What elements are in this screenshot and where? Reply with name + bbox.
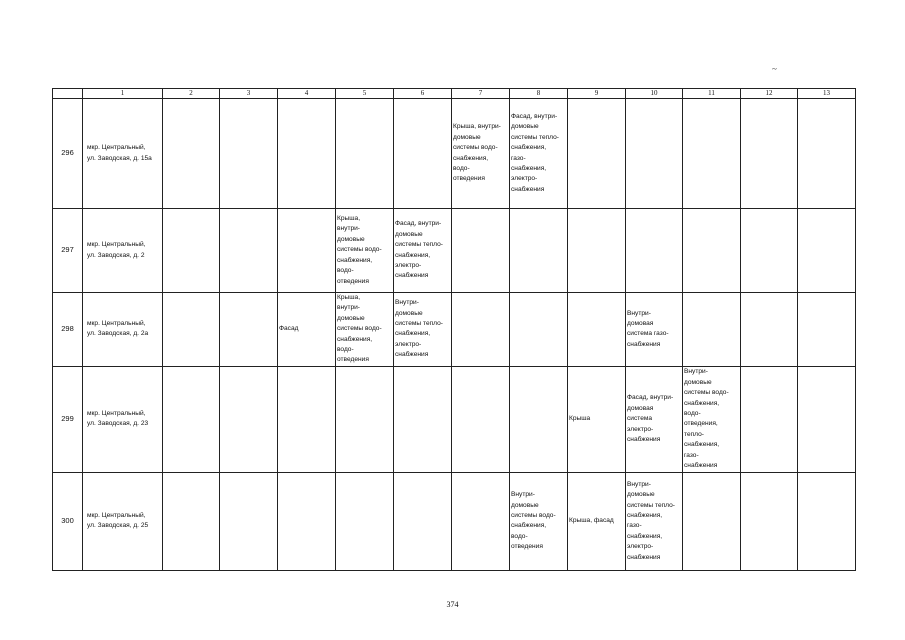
column-header: 10 [626,89,683,99]
column-header: 6 [394,89,452,99]
column-header [53,89,83,99]
work-cell: Внутри- домовые системы водо- снабжения, водо- отведения, тепло- снабжения, газо- снабжения [683,366,741,472]
address-cell: мкр. Центральный, ул. Заводская, д. 2 [83,209,163,293]
work-cell [798,472,856,570]
work-cell: Внутри- домовые системы тепло- снабжения, газо- снабжения, электро- снабжения [626,472,683,570]
work-cell [510,293,568,367]
work-cell [683,293,741,367]
work-cell [336,366,394,472]
column-header: 3 [220,89,278,99]
work-cell [683,209,741,293]
work-cell [452,366,510,472]
work-cell [394,99,452,209]
work-cell [568,293,626,367]
work-cell [278,209,336,293]
work-cell [278,366,336,472]
address-cell: мкр. Центральный, ул. Заводская, д. 25 [83,472,163,570]
work-cell [798,293,856,367]
work-cell [568,99,626,209]
work-cell [220,99,278,209]
work-cell [452,209,510,293]
work-cell [741,366,798,472]
work-cell [163,99,220,209]
table-row [53,472,856,570]
work-cell: Крыша, внутри- домовые системы водо- снабжения, водо- отведения [336,209,394,293]
work-cell [278,472,336,570]
work-cell [741,99,798,209]
work-cell: Крыша, фасад [568,472,626,570]
column-header-row [53,89,856,99]
work-cell [626,209,683,293]
work-cell [510,366,568,472]
work-cell [510,209,568,293]
works-schedule-table [52,88,856,571]
table-row [53,209,856,293]
work-cell [683,99,741,209]
work-cell [220,293,278,367]
column-header: 9 [568,89,626,99]
work-cell: Внутри- домовые системы водо- снабжения, водо- отведения [510,472,568,570]
work-cell [626,99,683,209]
work-cell: Внутри- домовая система газо- снабжения [626,293,683,367]
row-number: 300 [53,472,83,570]
work-cell [220,366,278,472]
row-number: 297 [53,209,83,293]
column-header: 1 [83,89,163,99]
table-row [53,366,856,472]
column-header: 7 [452,89,510,99]
work-cell [452,293,510,367]
work-cell [741,472,798,570]
work-cell: Крыша [568,366,626,472]
work-cell [568,209,626,293]
work-cell: Фасад, внутри- домовые системы тепло- снабжения, газо- снабжения, электро- снабжения [510,99,568,209]
column-header: 4 [278,89,336,99]
table-row [53,293,856,367]
work-cell [798,366,856,472]
column-header: 12 [741,89,798,99]
column-header: 2 [163,89,220,99]
work-cell [163,472,220,570]
work-cell [278,99,336,209]
address-cell: мкр. Центральный, ул. Заводская, д. 2а [83,293,163,367]
corner-mark: ~ [772,64,777,74]
work-cell: Крыша, внутри- домовые системы водо- снабжения, водо- отведения [336,293,394,367]
column-header: 11 [683,89,741,99]
work-cell [394,366,452,472]
work-cell: Крыша, внутри- домовые системы водо- снабжения, водо- отведения [452,99,510,209]
row-number: 296 [53,99,83,209]
work-cell [798,209,856,293]
work-cell [220,472,278,570]
work-cell [163,366,220,472]
work-cell: Внутри- домовые системы тепло- снабжения, электро- снабжения [394,293,452,367]
address-cell: мкр. Центральный, ул. Заводская, д. 15а [83,99,163,209]
address-cell: мкр. Центральный, ул. Заводская, д. 23 [83,366,163,472]
work-cell: Фасад [278,293,336,367]
work-cell: Фасад, внутри- домовые системы тепло- снабжения, электро- снабжения [394,209,452,293]
work-cell [163,209,220,293]
row-number: 299 [53,366,83,472]
page-number: 374 [446,600,459,609]
column-header: 8 [510,89,568,99]
work-cell [741,293,798,367]
work-cell [798,99,856,209]
work-cell [394,472,452,570]
work-cell [220,209,278,293]
table-row [53,99,856,209]
work-cell [741,209,798,293]
table-body [53,89,856,571]
work-cell: Фасад, внутри- домовая система электро- снабжения [626,366,683,472]
work-cell [336,472,394,570]
column-header: 13 [798,89,856,99]
work-cell [336,99,394,209]
work-cell [683,472,741,570]
work-cell [452,472,510,570]
row-number: 298 [53,293,83,367]
work-cell [163,293,220,367]
column-header: 5 [336,89,394,99]
